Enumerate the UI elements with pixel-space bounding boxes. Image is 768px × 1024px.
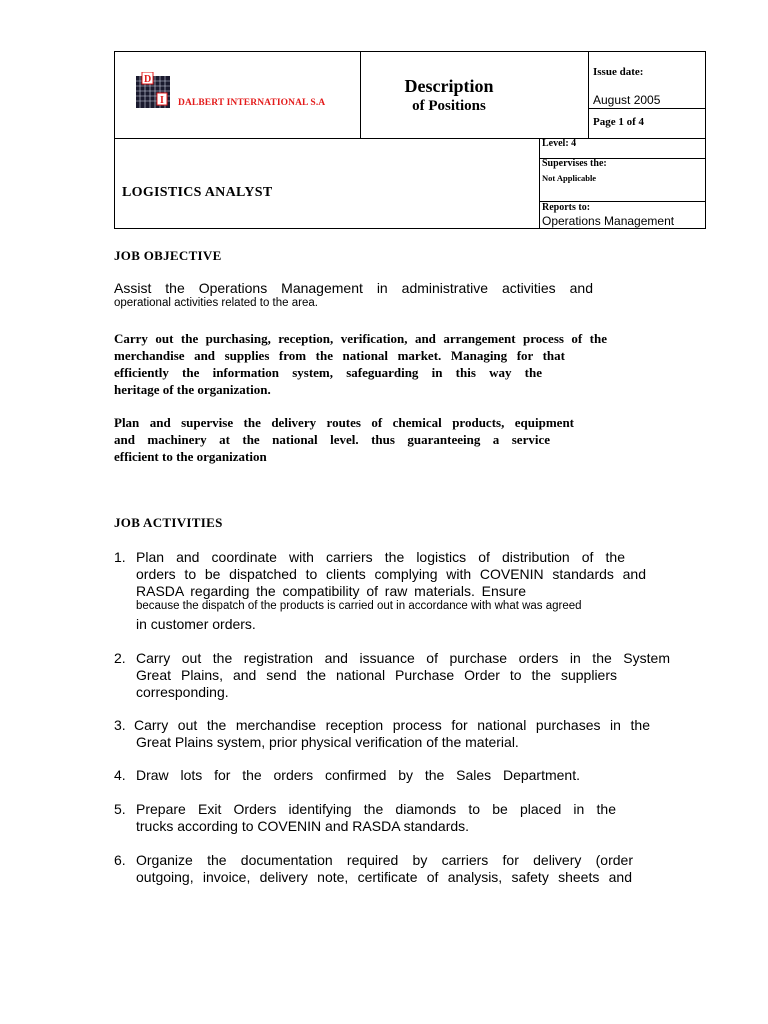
job-objective-heading: JOB OBJECTIVE — [114, 248, 222, 263]
list-number: 2. — [114, 650, 126, 666]
objective-paragraph-line: Assist the Operations Management in administrative activities and — [114, 280, 593, 296]
supervises-label: Supervises the: — [542, 158, 607, 169]
list-number: 5. — [114, 801, 126, 817]
list-item-line: Great Plains system, prior physical verification of the material. — [136, 734, 519, 750]
document-title: Description — [404, 76, 494, 96]
list-item-line: in customer orders. — [136, 616, 256, 632]
objective-paragraph-line: efficient to the organization — [114, 449, 267, 464]
level-label: Level: 4 — [542, 138, 577, 149]
position-title: LOGISTICS ANALYST — [122, 185, 273, 200]
list-item-line: Draw lots for the orders confirmed by the Sales Department. — [136, 767, 580, 783]
header-divider — [115, 138, 705, 139]
list-item-line: Carry out the registration and issuance of purchase orders in the System — [136, 650, 670, 666]
list-item-line: because the dispatch of the products is carried out in accordance with what was agreed — [136, 600, 582, 612]
objective-paragraph-line: Carry out the purchasing, reception, verification, and arrangement process of the — [114, 331, 607, 346]
objective-paragraph-line: and machinery at the national level. thus guaranteeing a service — [114, 432, 550, 447]
list-item-line: outgoing, invoice, delivery note, certificate of analysis, safety sheets and — [136, 869, 632, 885]
company-logo — [136, 72, 174, 109]
issue-date-label: Issue date: — [593, 66, 644, 78]
reports-to-value: Operations Management — [542, 214, 675, 228]
job-activities-heading: JOB ACTIVITIES — [114, 515, 223, 530]
header-divider — [539, 138, 540, 228]
list-item-line: RASDA regarding the compatibility of raw materials. Ensure — [136, 583, 526, 599]
header-divider — [588, 52, 589, 138]
header-divider — [588, 108, 705, 109]
objective-paragraph-line: operational activities related to the area. — [114, 297, 318, 309]
list-item-line: trucks according to COVENIN and RASDA standards. — [136, 818, 470, 834]
company-name: DALBERT INTERNATIONAL S.A — [178, 98, 326, 108]
objective-paragraph-line: heritage of the organization. — [114, 382, 271, 397]
objective-paragraph-line: Plan and supervise the delivery routes of chemical products, equipment — [114, 415, 574, 430]
list-item-line: Carry out the merchandise reception process for national purchases in the — [134, 717, 650, 733]
list-number: 4. — [114, 767, 126, 783]
objective-paragraph-line: merchandise and supplies from the national market. Managing for that — [114, 348, 565, 363]
list-number: 6. — [114, 852, 126, 868]
reports-to-label: Reports to: — [542, 202, 591, 213]
issue-date-value: August 2005 — [593, 93, 661, 107]
list-number: 3. — [114, 717, 126, 733]
svg-text:D: D — [144, 74, 152, 85]
list-item-line: Great Plains, and send the national Purchase Order to the suppliers — [136, 667, 617, 683]
objective-paragraph-line: efficiently the information system, safeguarding in this way the — [114, 365, 542, 380]
svg-text:I: I — [160, 95, 164, 106]
page-number: Page 1 of 4 — [593, 116, 645, 128]
document-subtitle: of Positions — [412, 98, 486, 114]
list-item-line: corresponding. — [136, 684, 229, 700]
list-item-line: Organize the documentation required by carriers for delivery (order — [136, 852, 633, 868]
list-item-line: orders to be dispatched to clients complying with COVENIN standards and — [136, 566, 646, 582]
list-item-line: Plan and coordinate with carriers the logistics of distribution of the — [136, 549, 625, 565]
supervises-value: Not Applicable — [542, 173, 597, 183]
list-item-line: Prepare Exit Orders identifying the diamonds to be placed in the — [136, 801, 616, 817]
list-number: 1. — [114, 549, 126, 565]
